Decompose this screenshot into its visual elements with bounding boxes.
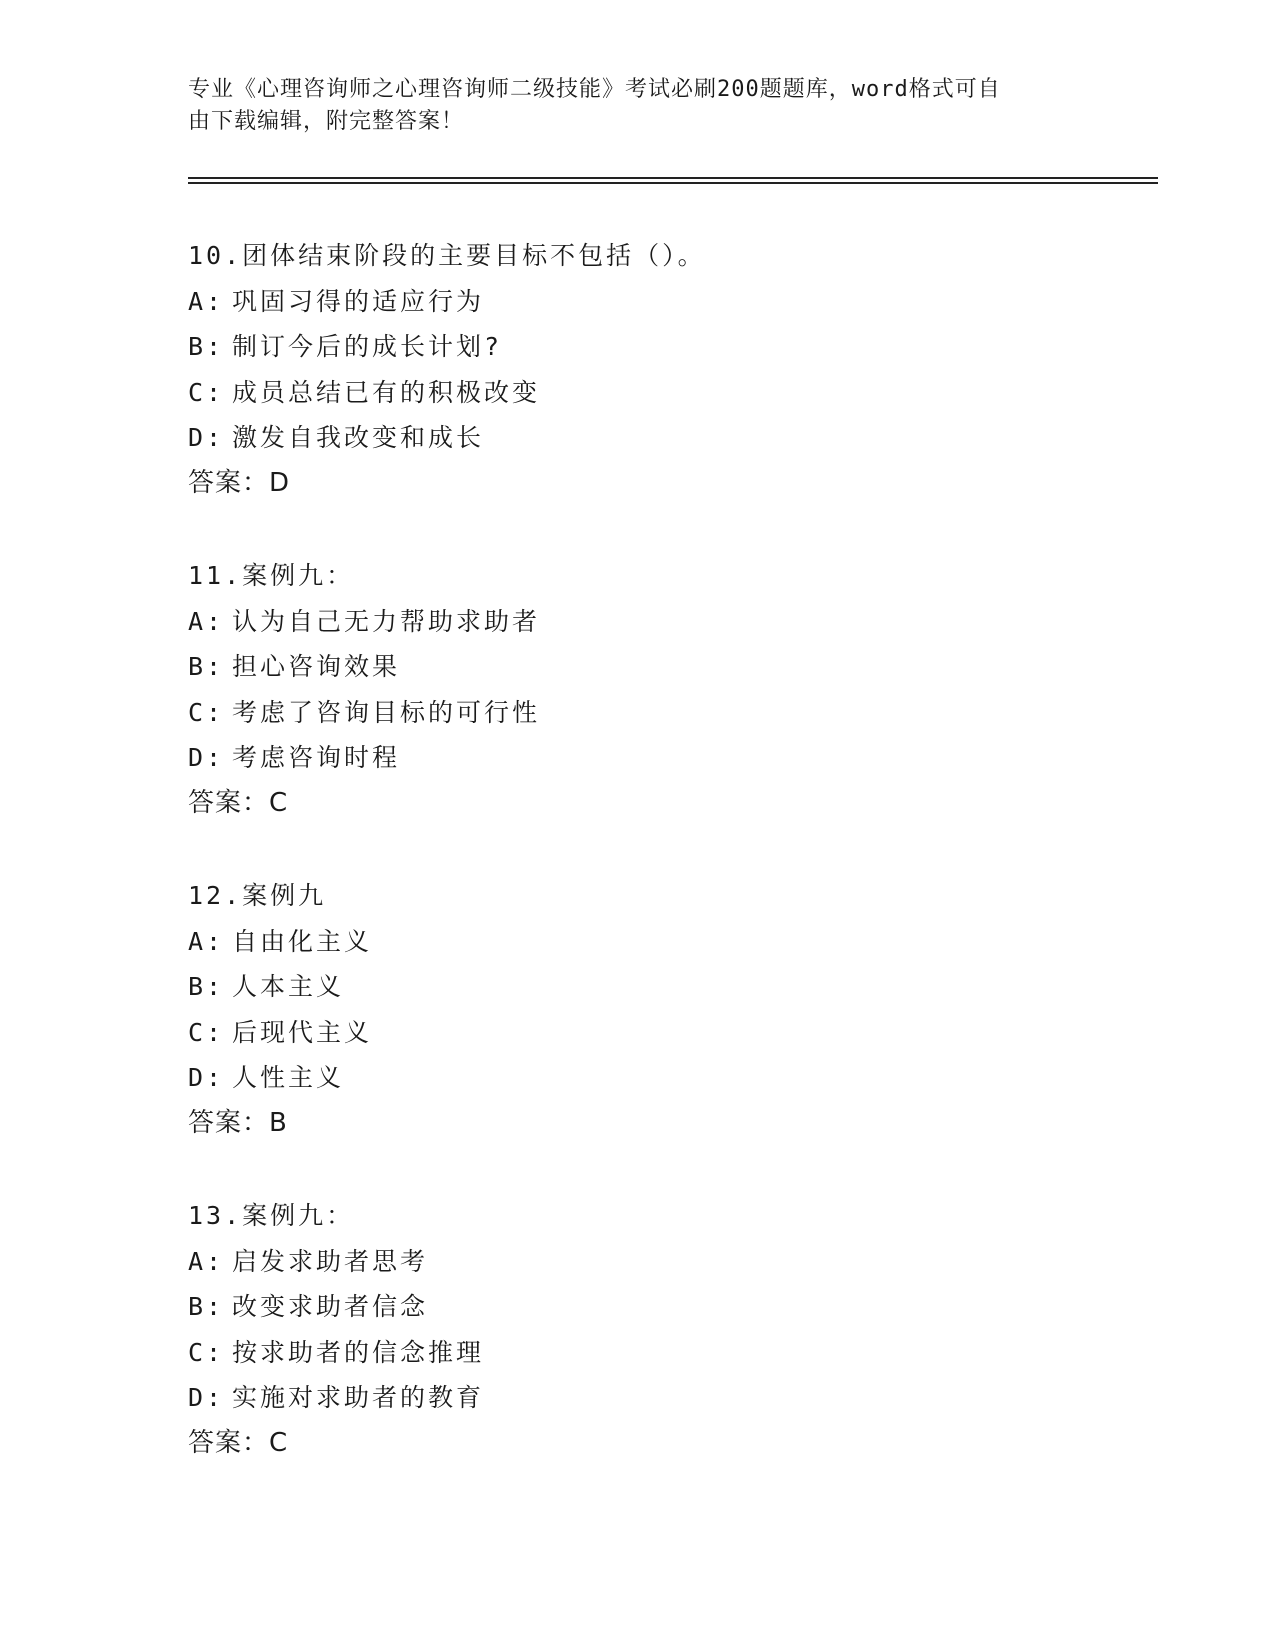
option-b [188, 964, 1088, 1010]
option-text: 启发求助者思考 [232, 1246, 429, 1276]
option-a [188, 1239, 1088, 1285]
question-block [188, 1193, 1088, 1466]
option-text: 考虑了咨询目标的可行性 [232, 697, 541, 727]
option-b [188, 644, 1088, 690]
header-line-2: 由下载编辑，附完整答案！ [188, 109, 465, 134]
option-text: 担心咨询效果 [232, 652, 401, 681]
option-text: 自由化主义 [232, 926, 373, 956]
option-b [188, 1284, 1088, 1330]
option-letter: B: [188, 1292, 225, 1321]
question-stem: 11.案例九： [188, 561, 355, 590]
question-stem: 13.案例九： [188, 1201, 355, 1230]
header-divider-top [188, 177, 1158, 179]
question-block [188, 233, 1088, 506]
option-text: 实施对求助者的教育 [232, 1383, 485, 1412]
option-d [188, 1375, 1088, 1421]
option-letter: D: [188, 743, 225, 772]
option-c [188, 1330, 1088, 1376]
option-letter: B: [188, 972, 225, 1001]
answer-line: 答案：D [188, 467, 291, 498]
option-text: 人性主义 [232, 1063, 345, 1092]
option-letter: A: [188, 1246, 225, 1276]
option-d [188, 1055, 1088, 1101]
option-d [188, 735, 1088, 781]
option-letter: C: [188, 697, 225, 727]
question-block [188, 873, 1088, 1146]
header-line-1: 专业《心理咨询师之心理咨询师二级技能》考试必刷200题题库，word格式可自 [188, 77, 1001, 102]
option-letter: C: [188, 1337, 225, 1367]
question-stem: 12.案例九 [188, 881, 327, 910]
option-letter: A: [188, 606, 225, 636]
option-letter: D: [188, 1383, 225, 1412]
header-divider-bottom [188, 182, 1158, 184]
option-letter: D: [188, 423, 225, 452]
option-text: 激发自我改变和成长 [232, 423, 485, 452]
option-text: 认为自己无力帮助求助者 [232, 606, 541, 636]
option-letter: D: [188, 1063, 225, 1092]
option-text: 改变求助者信念 [232, 1292, 429, 1321]
option-letter: A: [188, 286, 225, 316]
option-text: 巩固习得的适应行为 [232, 286, 485, 316]
option-letter: B: [188, 332, 225, 361]
question-stem: 10.团体结束阶段的主要目标不包括（）。 [188, 241, 706, 270]
question-block [188, 553, 1088, 826]
option-c [188, 690, 1088, 736]
option-a [188, 919, 1088, 965]
option-letter: B: [188, 652, 225, 681]
option-c [188, 370, 1088, 416]
option-letter: A: [188, 926, 225, 956]
option-text: 制订今后的成长计划? [232, 332, 503, 361]
option-letter: C: [188, 377, 225, 407]
option-text: 考虑咨询时程 [232, 743, 401, 772]
option-text: 按求助者的信念推理 [232, 1337, 485, 1367]
answer-line: 答案：B [188, 1107, 288, 1138]
document-header [188, 74, 1068, 138]
option-letter: C: [188, 1017, 225, 1047]
option-b [188, 324, 1088, 370]
option-a [188, 279, 1088, 325]
option-text: 人本主义 [232, 972, 345, 1001]
option-text: 成员总结已有的积极改变 [232, 377, 541, 407]
answer-line: 答案：C [188, 1427, 289, 1458]
answer-line: 答案：C [188, 787, 289, 818]
option-text: 后现代主义 [232, 1017, 373, 1047]
option-c [188, 1010, 1088, 1056]
option-a [188, 599, 1088, 645]
option-d [188, 415, 1088, 461]
